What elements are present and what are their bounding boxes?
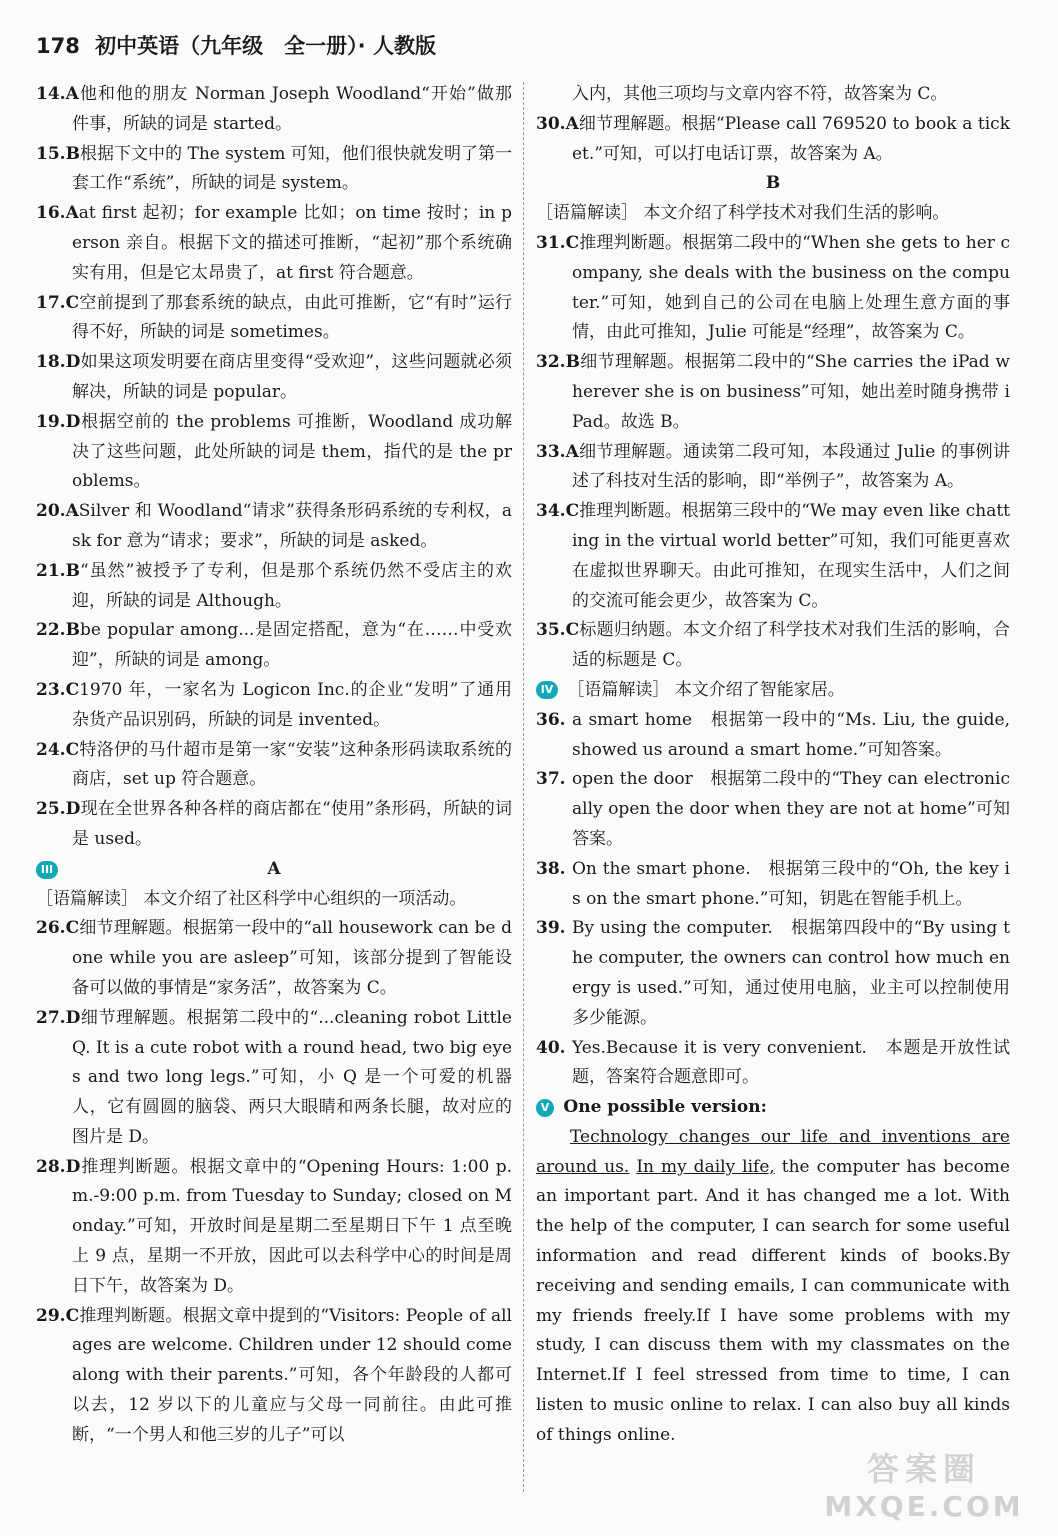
answer-text: 推理判断题。根据文章中提到的“Visitors: People of all ages are welcome. Children under 12 should come along with their parents.”可知，各个年龄段的人都可以去，12 岁以下的儿童应与父母一同前往。由此可推断，“一个男人和他三岁的儿子”可以 — [72, 1305, 512, 1445]
answer-text: 推理判断题。根据文章中的“Opening Hours: 1:00 p.m.-9:00 p.m. from Tuesday to Sunday; closed on Monday.”可知，开放时间是星期二至星期日下午 1 点至晚上 9 点，星期一不开放，因此可以去科学中心的时间是周日下午，故答案为 D。 — [72, 1156, 512, 1296]
answer-item — [536, 706, 1010, 766]
answer-number: 24.C — [36, 739, 80, 760]
answer-number: 15.B — [36, 143, 80, 164]
answer-text: By using the computer. 根据第四段中的“By using the computer, the owners can control how much energy is used.”可知，通过使用电脑，业主可以控制使用多少能源。 — [572, 918, 1010, 1028]
watermark-bottom: MXQE.COM — [824, 1490, 1024, 1523]
answer-item — [536, 855, 1010, 915]
answer-number: 21.B — [36, 560, 80, 581]
essay-title: One possible version: — [563, 1097, 767, 1118]
answer-item — [36, 1004, 512, 1153]
section-v-title-row — [536, 1093, 1010, 1123]
answer-text: 标题归纳题。本文介绍了科学技术对我们生活的影响，合适的标题是 C。 — [572, 620, 1010, 671]
page-header — [36, 30, 436, 64]
page-number: 178 — [36, 34, 80, 58]
answer-item — [536, 438, 1010, 498]
answer-text: 特洛伊的马什超市是第一家“安装”这种条形码读取系统的商店，set up 符合题意。 — [72, 739, 512, 790]
left-column — [36, 80, 512, 1451]
answer-text: Yes.Because it is very convenient. 本题是开放性试题，答案符合题意即可。 — [572, 1037, 1010, 1088]
answer-number: 36. — [536, 709, 566, 730]
book-title: 初中英语（九年级 全一册）· 人教版 — [95, 34, 436, 58]
intro-text: 本文介绍了社区科学中心组织的一项活动。 — [143, 888, 467, 909]
answer-item — [36, 199, 512, 288]
answer-number: 19.D — [36, 411, 81, 432]
answer-text: “虽然”被授予了专利，但是那个系统仍然不受店主的欢迎，所缺的词是 Although。 — [72, 560, 512, 611]
answer-item — [36, 80, 512, 140]
answer-item — [36, 1302, 512, 1451]
answer-text: 如果这项发明要在商店里变得“受欢迎”，这些问题就必须解决，所缺的词是 popular。 — [72, 352, 512, 402]
section-iv-intro — [536, 676, 1010, 706]
section-iv-badge: IV — [536, 681, 558, 699]
answer-text: 细节理解题。根据第二段中的“...cleaning robot Little Q. It is a cute robot with a round head, two big eyes and two long legs.”可知，小 Q 是一个可爱的机器人，它有圆圆的脑袋、两只大眼睛和两条长腿，故对应的图片是 D。 — [72, 1007, 512, 1147]
answer-item — [536, 1034, 1010, 1094]
answer-item — [36, 1153, 512, 1302]
answer-item — [536, 765, 1010, 854]
answer-item — [36, 557, 512, 617]
essay-underlined-1: Technology changes our life and inventions are around us. — [536, 1126, 1010, 1177]
answer-item — [36, 408, 512, 497]
answer-item — [36, 795, 512, 855]
answer-text: 1970 年，一家名为 Logicon Inc.的企业“发明”了通用杂货产品识别码，所缺的词是 invented。 — [72, 679, 512, 730]
answer-text: 根据下文中的 The system 可知，他们很快就发明了第一套工作“系统”，所缺的词是 system。 — [72, 143, 512, 194]
answer-number: 27.D — [36, 1007, 81, 1028]
answer-number: 34.C — [536, 501, 580, 522]
section-b-intro — [536, 199, 1010, 229]
answer-number: 35.C — [536, 620, 580, 641]
answer-text: 推理判断题。根据第三段中的“We may even like chatting in the virtual world better”可知，我们可能更喜欢在虚拟世界聊天。由此可推知，在现实生活中，人们之间的交流可能会更少，故答案为 C。 — [572, 501, 1010, 611]
answer-number: 39. — [536, 918, 566, 939]
continuation-text: 入内，其他三项均与文章内容不符，故答案为 C。 — [572, 84, 948, 104]
answer-number: 29.C — [36, 1305, 80, 1326]
answer-item — [36, 289, 512, 349]
answer-item — [536, 348, 1010, 437]
answer-number: 20.A — [36, 501, 79, 522]
intro-label: ［语篇解读］ — [567, 679, 670, 700]
section-iii-badge: III — [36, 861, 58, 879]
watermark-top: 答案圈 — [866, 1450, 981, 1488]
answer-number: 16.A — [36, 203, 79, 224]
answer-item — [536, 914, 1010, 1033]
answer-item — [36, 616, 512, 676]
answer-text: 细节理解题。根据“Please call 769520 to book a ticket.”可知，可以打电话订票，故答案为 A。 — [572, 113, 1010, 164]
answer-list-part2 — [36, 914, 512, 1450]
answer-list-part5 — [536, 706, 1010, 1093]
section-v — [536, 1093, 1010, 1451]
answer-item — [536, 229, 1010, 348]
answer-text: 空前提到了那套系统的缺点，由此可推断，它“有时”运行得不好，所缺的词是 sometimes。 — [72, 292, 512, 343]
answer-number: 23.C — [36, 679, 80, 700]
answer-number: 40. — [536, 1037, 566, 1058]
answer-item — [36, 497, 512, 557]
answer-text: open the door 根据第二段中的“They can electronically open the door when they are not at home”可知答案。 — [572, 769, 1010, 849]
intro-label: ［语篇解读］ — [36, 888, 138, 909]
answer-text: Silver 和 Woodland“请求”获得条形码系统的专利权，ask for 意为“请求；要求”，所缺的词是 asked。 — [72, 501, 512, 551]
essay-rest: the computer has become an important part. And it has changed me a lot. With the help of the computer, I can search for some useful information and read different kinds of books.By receiving and sending emails, I can communicate with my friends freely.If I have some problems with my study, I can discuss them with my classmates on the Internet.If I feel stressed from time to time, I can listen to music online to relax. I can also buy all kinds of things online. — [536, 1156, 1010, 1445]
answer-text: 他和他的朋友 Norman Joseph Woodland“开始”做那件事，所缺的词是 started。 — [72, 84, 512, 134]
answer-number: 37. — [536, 769, 566, 790]
answer-text: 现在全世界各种各样的商店都在“使用”条形码，所缺的词是 used。 — [72, 799, 512, 849]
answer-list-part1 — [36, 80, 512, 855]
answer-item — [536, 616, 1010, 676]
answer-item — [536, 110, 1010, 170]
section-b-label: B — [765, 173, 781, 194]
answer-text: 细节理解题。通读第二段可知，本段通过 Julie 的事例讲述了科技对生活的影响，即“举例子”，故答案为 A。 — [572, 441, 1010, 492]
answer-text: 根据空前的 the problems 可推断，Woodland 成功解决了这些问题，此处所缺的词是 them，指代的是 the problems。 — [72, 411, 512, 492]
answer-item — [36, 676, 512, 736]
answer-list-part4 — [536, 229, 1010, 676]
section-iii — [36, 855, 512, 915]
answer-item — [36, 348, 512, 408]
answer-number: 18.D — [36, 352, 81, 373]
essay-body — [536, 1123, 1010, 1451]
answer-text: a smart home 根据第一段中的“Ms. Liu, the guide, showed us around a smart home.”可知答案。 — [572, 709, 1010, 760]
answer-text: 推理判断题。根据第二段中的“When she gets to her company, she deals with the business on the computer.”可知，她到自己的公司在电脑上处理生意方面的事情，由此可推知，Julie 可能是“经理”，故答案为 C。 — [572, 232, 1010, 343]
answer-item — [536, 497, 1010, 616]
answer-number: 28.D — [36, 1156, 81, 1177]
answer-number: 33.A — [536, 441, 579, 462]
section-a-label: A — [267, 858, 281, 879]
section-a-intro — [36, 885, 512, 915]
answer-number: 26.C — [36, 918, 80, 939]
answer-item — [36, 736, 512, 796]
section-iii-head — [36, 855, 512, 885]
answer-list-part3 — [536, 110, 1010, 170]
section-v-badge: V — [536, 1099, 554, 1117]
right-column — [536, 80, 1010, 1451]
answer-number: 22.B — [36, 620, 80, 641]
answer-item — [36, 140, 512, 200]
answer-text: at first 起初；for example 比如；on time 按时；in person 亲自。根据下文的描述可推断，“起初”那个系统确实有用，但是它太昂贵了，at first 符合题意。 — [72, 203, 512, 283]
section-b — [536, 169, 1010, 229]
answer-number: 31.C — [536, 232, 580, 253]
answer-number: 14.A — [36, 84, 79, 104]
essay-underlined-2: In my daily life, — [636, 1156, 775, 1177]
watermark-logo — [824, 1444, 1024, 1532]
answer-text: 细节理解题。根据第二段中的“She carries the iPad wherever she is on business”可知，她出差时随身携带 iPad。故选 B。 — [572, 352, 1010, 432]
answer-number: 17.C — [36, 292, 80, 313]
answer-number: 30.A — [536, 113, 579, 134]
intro-text: 本文介绍了科学技术对我们生活的影响。 — [643, 203, 950, 224]
column-divider — [523, 82, 524, 1492]
answer-text: On the smart phone. 根据第三段中的“Oh, the key is on the smart phone.”可知，钥匙在智能手机上。 — [572, 858, 1010, 909]
answer-text: 细节理解题。根据第一段中的“all housework can be done while you are asleep”可知，该部分提到了智能设备可以做的事情是“家务活”，故答案为 C。 — [72, 918, 512, 998]
answer-number: 38. — [536, 858, 566, 879]
intro-label: ［语篇解读］ — [536, 203, 638, 224]
answer-text: be popular among...是固定搭配，意为“在……中受欢迎”，所缺的词是 among。 — [72, 620, 512, 671]
answer-number: 32.B — [536, 352, 580, 373]
answer-number: 25.D — [36, 799, 81, 820]
answer-item — [36, 914, 512, 1003]
intro-text: 本文介绍了智能家居。 — [674, 679, 845, 700]
